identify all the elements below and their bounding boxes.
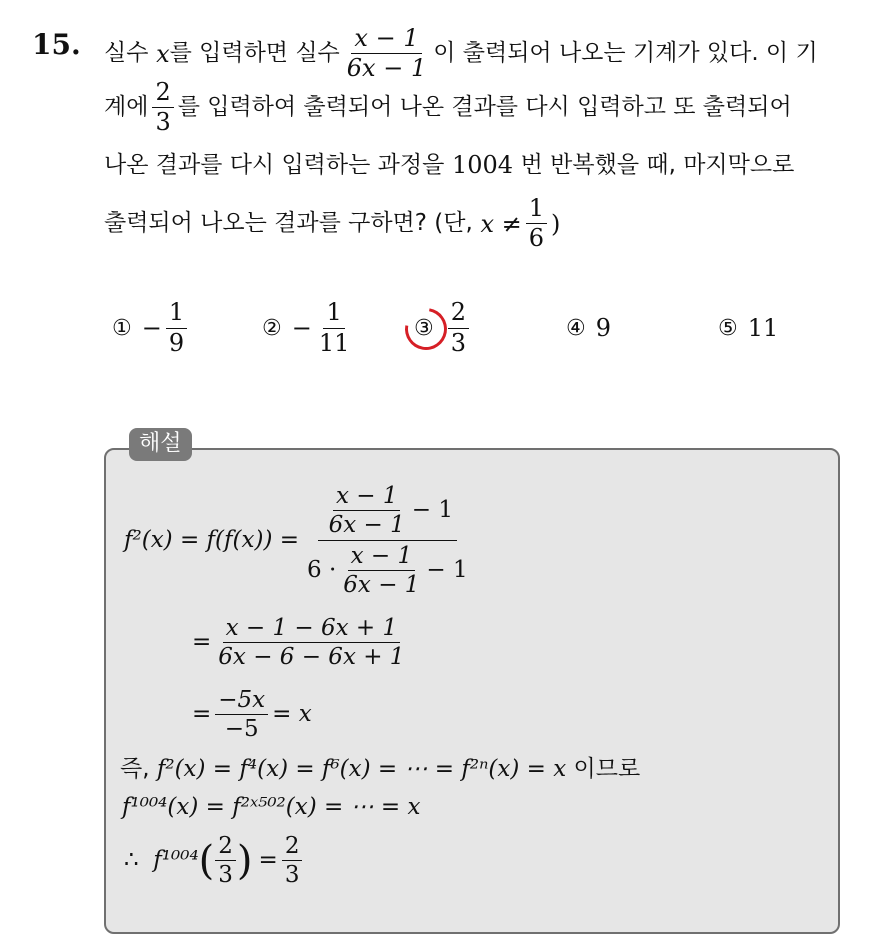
solution-eq-3: = $\frac{-5x}{-5}$ = x: [192, 687, 312, 743]
choice-3[interactable]: ③ $\frac{2}{3}$: [414, 296, 473, 360]
fraction-output: $\frac{x - 1}{6x - 1}$: [346, 24, 427, 83]
choice-4[interactable]: ④ 9: [566, 314, 612, 342]
choice-5[interactable]: ⑤ 11: [718, 314, 779, 342]
answer-circle-mark: [397, 300, 455, 358]
answer-choices: [0, 296, 884, 366]
question-line-4: 출력되어 나오는 결과를 구하면? (단, x ≠ $\frac{1}{6}$ ): [104, 194, 561, 253]
fraction-condition: $\frac{1}{6}$: [526, 196, 547, 251]
solution-eq-2: = $\frac{x - 1 - 6x + 1}{6x - 6 - 6x + 1}$: [192, 615, 405, 671]
solution-line-5: f¹⁰⁰⁴(x) = f²ˣ⁵⁰²(x) = ⋯ = x: [122, 794, 421, 820]
solution-line-6: ∴ f¹⁰⁰⁴ ( $\frac{2}{3}$ ) = $\frac{2}{3}$: [124, 834, 306, 887]
fraction-input: $\frac{2}{3}$: [152, 80, 173, 135]
solution-eq-1: f²(x) = f(f(x)) = $\frac{x - 1}{6x - 1}$ − 1 6 · $\frac{x - 1}{6x - 1}$ − 1: [124, 484, 476, 598]
solution-tab: 해설: [129, 428, 192, 461]
solution-line-4: 즉, f²(x) = f⁴(x) = f⁶(x) = ⋯ = f²ⁿ(x) = x 이므로: [120, 756, 641, 782]
question-line-2: 계에 $\frac{2}{3}$ 를 입력하여 출력되어 나온 결과를 다시 입력하고 또 출력되어: [104, 78, 792, 137]
compound-fraction: $\frac{x - 1}{6x - 1}$ − 1 6 · $\frac{x - 1}{6x - 1}$ − 1: [307, 483, 468, 599]
question-line-3: 나온 결과를 다시 입력하는 과정을 1004 번 반복했을 때, 마지막으로: [104, 151, 795, 179]
choice-1[interactable]: ① − $\frac{1}{9}$: [112, 296, 191, 360]
question-line-1: 실수 x 를 입력하면 실수 $\frac{x - 1}{6x - 1}$ 이 출력되어 나오는 기계가 있다. 이 기: [104, 24, 818, 83]
choice-2[interactable]: ② − $\frac{1}{11}$: [262, 298, 350, 357]
question-number: 15.: [32, 28, 81, 61]
